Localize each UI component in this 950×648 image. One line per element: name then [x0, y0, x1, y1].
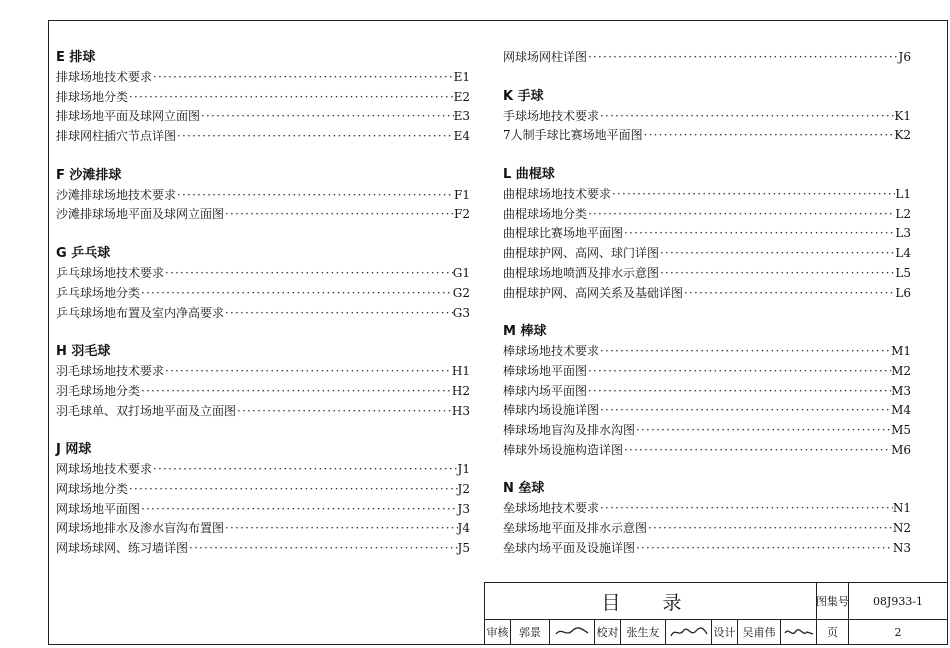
toc-entry [56, 107, 470, 127]
atlas-number: 08J933-1 [872, 594, 924, 608]
toc-title: 目 录 [601, 591, 700, 614]
toc-entry-title: 网球场地平面图 [56, 501, 141, 516]
toc-entry-title: 曲棍球场地喷洒及排水示意图 [503, 265, 660, 280]
dot-leader [659, 244, 895, 264]
toc-entry [56, 539, 470, 559]
toc-entry-title: 棒球场地盲沟及排水沟图 [503, 422, 636, 437]
toc-entry-title: 排球场地分类 [56, 89, 129, 104]
toc-entry-code: N2 [892, 521, 911, 535]
toc-entry [503, 224, 911, 244]
toc-entry [503, 107, 911, 127]
toc-entry [56, 304, 470, 324]
toc-entry-title: 曲棍球比赛场地平面图 [503, 226, 624, 241]
toc-entry-title: 排球网柱插穴节点详图 [56, 129, 177, 144]
toc-entry-title: 排球场地平面及球网立面图 [56, 109, 201, 124]
dot-leader [599, 107, 894, 127]
toc-entry-title: 网球场网柱详图 [503, 50, 588, 64]
dot-leader [623, 224, 895, 244]
section-title: G 乒乓球 [56, 246, 111, 262]
toc-entry-code: J6 [898, 50, 911, 64]
section-title: K 手球 [503, 88, 544, 104]
toc-entry [503, 519, 911, 539]
designer-signature [783, 625, 815, 639]
toc-entry-code: J4 [457, 521, 470, 536]
toc-section [56, 147, 470, 225]
checker-name: 张生友 [626, 626, 660, 639]
page-number-cell [848, 619, 948, 645]
toc-entry-title: 垒球场地平面及排水示意图 [503, 521, 648, 535]
dot-leader [164, 264, 453, 284]
toc-entry [503, 401, 911, 421]
toc-entry-code: E1 [453, 70, 470, 84]
toc-entry-code: J5 [457, 541, 470, 555]
toc-entry [56, 362, 470, 382]
toc-entry [56, 382, 470, 402]
page-label-cell [816, 619, 849, 645]
dot-leader [623, 441, 891, 461]
section-title: L 曲棍球 [503, 167, 555, 183]
toc-entry-title: 沙滩排球场地平面及球网立面图 [56, 207, 225, 222]
review-label: 审核 [486, 626, 509, 639]
dot-leader [152, 460, 458, 480]
dot-leader [188, 539, 458, 559]
toc-left-column [56, 48, 470, 559]
toc-entry-code: F2 [454, 207, 470, 222]
toc-entry-title: 棒球外场设施构造详图 [503, 442, 624, 457]
toc-entry [56, 205, 470, 225]
toc-section [56, 225, 470, 323]
toc-entry-title: 乒乓球场地技术要求 [56, 266, 165, 281]
checker-signature-cell [665, 619, 712, 645]
dot-leader [140, 500, 458, 520]
toc-section [503, 460, 911, 558]
dot-leader [587, 362, 891, 382]
toc-entry-title: 网球场球网、练习墙详图 [56, 541, 189, 555]
toc-entry [503, 441, 911, 461]
toc-section [56, 48, 470, 147]
dot-leader [224, 205, 454, 225]
toc-entry [503, 382, 911, 402]
checker-cell [620, 619, 666, 645]
toc-entry-title: 手球场地技术要求 [503, 108, 600, 123]
dot-leader [647, 519, 893, 539]
dot-leader [611, 185, 895, 205]
toc-entry [503, 264, 911, 284]
toc-section [503, 146, 911, 303]
toc-entry-code: J1 [457, 462, 470, 477]
reviewer-signature [554, 625, 590, 639]
title-cell [484, 582, 817, 620]
toc-entry-code: H1 [451, 364, 470, 379]
toc-entry-title: 棒球内场设施详图 [503, 403, 600, 418]
toc-entry [503, 499, 911, 519]
toc-entry-title: 网球场地分类 [56, 481, 129, 496]
toc-entry-code: H3 [451, 403, 470, 418]
design-label: 设计 [713, 626, 736, 639]
dot-leader [635, 539, 893, 559]
toc-entry-title: 棒球内场平面图 [503, 383, 588, 398]
section-title: N 垒球 [503, 481, 545, 497]
toc-entry [56, 519, 470, 539]
toc-section [56, 421, 470, 558]
toc-entry-title: 羽毛球场地技术要求 [56, 364, 165, 379]
toc-entry [56, 88, 470, 108]
dot-leader [140, 382, 452, 402]
toc-entry-title: 棒球场地平面图 [503, 363, 588, 378]
toc-entry-title: 羽毛球单、双打场地平面及立面图 [56, 403, 237, 418]
toc-entry [56, 284, 470, 304]
toc-entry [503, 539, 911, 559]
atlas-label-cell [816, 582, 849, 620]
reviewer-signature-cell [549, 619, 595, 645]
toc-entry-code: N3 [892, 540, 911, 555]
toc-entry [503, 205, 911, 225]
design-label-cell [711, 619, 738, 645]
toc-entry-code: L4 [895, 246, 911, 261]
toc-entry-code: G1 [452, 266, 470, 281]
toc-entry-code: N1 [892, 501, 911, 516]
dot-leader [128, 480, 458, 500]
toc-entry-title: 排球场地技术要求 [56, 70, 153, 84]
dot-leader [224, 304, 453, 324]
toc-entry-code: E3 [453, 109, 470, 124]
dot-leader [200, 107, 454, 127]
toc-entry-code: M1 [891, 344, 911, 359]
dot-leader [599, 401, 891, 421]
toc-entry-title: 曲棍球场地分类 [503, 206, 588, 221]
dot-leader [164, 362, 452, 382]
toc-entry-title: 棒球场地技术要求 [503, 344, 600, 359]
review-label-cell [484, 619, 511, 645]
toc-entry-code: G2 [452, 285, 470, 300]
toc-entry-code: L3 [895, 226, 911, 241]
toc-section [503, 68, 911, 146]
section-title: M 棒球 [503, 324, 547, 340]
toc-entry-code: M4 [891, 403, 911, 418]
toc-entry [503, 48, 911, 68]
dot-leader [643, 126, 895, 146]
dot-leader [587, 382, 891, 402]
toc-entry [503, 284, 911, 304]
dot-leader [587, 48, 899, 68]
toc-entry [56, 460, 470, 480]
dot-leader [176, 186, 454, 206]
dot-leader [635, 421, 891, 441]
toc-entry-code: L5 [895, 265, 911, 280]
reviewer-cell [510, 619, 550, 645]
section-title: F 沙滩排球 [56, 167, 122, 183]
toc-entry-title: 曲棍球护网、高网、球门详图 [503, 246, 660, 261]
toc-entry-title: 沙滩排球场地技术要求 [56, 187, 177, 202]
toc-entry [56, 127, 470, 147]
page-number: 2 [894, 625, 902, 639]
toc-entry-code: K2 [894, 128, 911, 143]
check-label-cell [594, 619, 621, 645]
designer-name: 吴甫伟 [742, 626, 776, 639]
toc-entry-title: 曲棍球护网、高网关系及基础详图 [503, 285, 684, 300]
toc-entry [503, 342, 911, 362]
toc-entry [56, 186, 470, 206]
section-title: H 羽毛球 [56, 344, 111, 360]
dot-leader [236, 402, 452, 422]
dot-leader [224, 519, 458, 539]
toc-entry [503, 126, 911, 146]
check-label: 校对 [596, 626, 619, 639]
toc-entry-title: 垒球内场平面及设施详图 [503, 540, 636, 555]
toc-entry-title: 网球场地排水及渗水盲沟布置图 [56, 521, 225, 536]
designer-cell [737, 619, 781, 645]
dot-leader [587, 205, 895, 225]
toc-section [503, 303, 911, 460]
toc-entry-code: M3 [891, 383, 911, 398]
checker-signature [669, 624, 709, 640]
dot-leader [152, 68, 454, 88]
toc-entry-code: E4 [453, 129, 470, 144]
dot-leader [599, 342, 891, 362]
toc-right-column [503, 48, 911, 558]
toc-entry-title: 7人制手球比赛场地平面图 [503, 128, 643, 143]
reviewer-name: 郭景 [519, 626, 541, 639]
toc-entry-title: 垒球场地技术要求 [503, 501, 600, 516]
toc-entry-code: M5 [891, 422, 911, 437]
toc-entry-code: E2 [453, 89, 470, 104]
toc-entry [503, 362, 911, 382]
dot-leader [659, 264, 895, 284]
section-title: E 排球 [56, 50, 96, 65]
toc-entry-title: 网球场地技术要求 [56, 462, 153, 477]
toc-entry-code: L2 [895, 206, 911, 221]
designer-signature-cell [780, 619, 817, 645]
title-block [484, 582, 948, 645]
dot-leader [683, 284, 895, 304]
toc-entry-code: K1 [894, 108, 911, 123]
toc-entry-title: 乒乓球场地布置及室内净高要求 [56, 305, 225, 320]
toc-entry [56, 264, 470, 284]
toc-entry-code: J2 [457, 481, 470, 496]
toc-entry-code: J3 [457, 501, 470, 516]
dot-leader [140, 284, 453, 304]
toc-entry-code: G3 [452, 305, 470, 320]
toc-entry [56, 68, 470, 88]
toc-entry [503, 244, 911, 264]
toc-entry-code: L1 [895, 187, 911, 202]
atlas-label: 图集号 [816, 595, 849, 608]
toc-entry-title: 曲棍球场地技术要求 [503, 187, 612, 202]
atlas-number-cell [848, 582, 948, 620]
toc-entry-code: F1 [454, 187, 470, 202]
toc-entry [56, 402, 470, 422]
toc-entry-code: L6 [895, 285, 911, 300]
toc-entry [503, 421, 911, 441]
toc-entry-title: 乒乓球场地分类 [56, 285, 141, 300]
toc-section [56, 323, 470, 421]
toc-entry-title: 羽毛球场地分类 [56, 383, 141, 398]
dot-leader [176, 127, 454, 147]
toc-entry [56, 500, 470, 520]
dot-leader [128, 88, 454, 108]
dot-leader [599, 499, 893, 519]
toc-entry-code: M6 [891, 442, 911, 457]
page-label: 页 [827, 626, 838, 639]
toc-entry-code: H2 [451, 383, 470, 398]
section-title: J 网球 [56, 442, 92, 458]
toc-entry-code: M2 [891, 363, 911, 378]
toc-entry [56, 480, 470, 500]
toc-entry [503, 185, 911, 205]
